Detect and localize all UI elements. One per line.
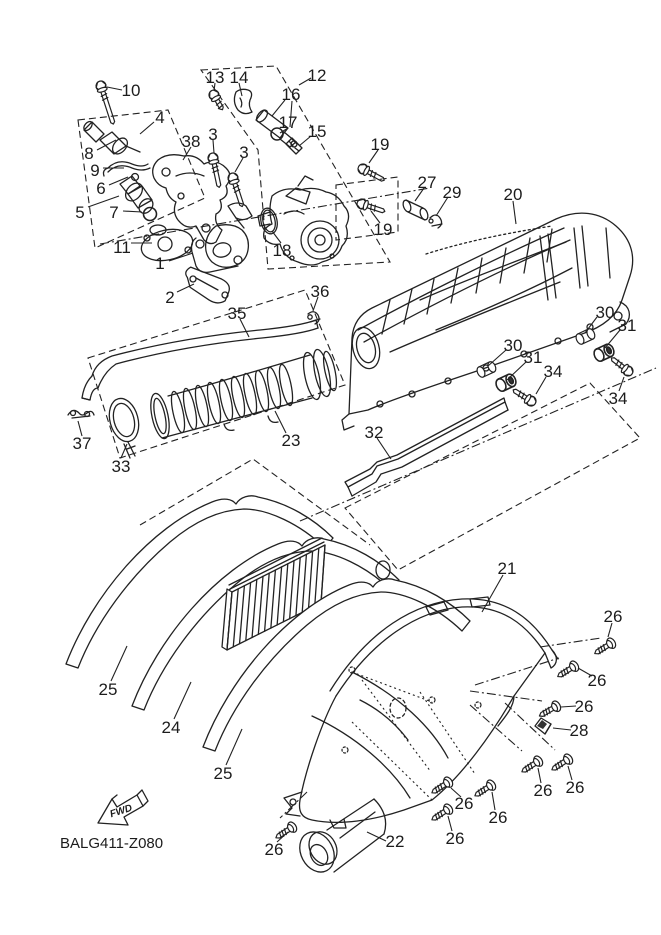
dotted-axis-line <box>352 672 432 702</box>
center-line <box>475 658 559 685</box>
bolt-icon <box>511 386 538 408</box>
callout-38-8: 38 <box>181 132 201 151</box>
dotted-axis-line <box>420 692 475 774</box>
bolt-icon <box>356 198 387 216</box>
callout-25-40: 25 <box>213 764 233 783</box>
leader-line <box>123 211 142 212</box>
leader-line <box>482 575 503 612</box>
breather-hose-35 <box>82 320 318 400</box>
leader-line <box>140 122 154 134</box>
callout-20-24: 20 <box>503 185 523 204</box>
leader-line <box>174 682 191 719</box>
screw-26-icon <box>519 754 545 776</box>
injector-joint-11 <box>138 225 195 265</box>
callout-31-31: 31 <box>617 316 637 335</box>
center-line <box>470 691 542 701</box>
fwd-label: FWD <box>108 802 134 821</box>
callout-33-28: 33 <box>111 457 131 476</box>
callout-30-30: 30 <box>595 303 615 322</box>
hose-clip-37 <box>68 410 94 418</box>
callout-37-27: 37 <box>72 434 92 453</box>
callout-25-38: 25 <box>98 680 118 699</box>
callout-13-11: 13 <box>205 68 225 87</box>
leader-line <box>121 444 127 458</box>
bolt-icon <box>608 354 635 378</box>
leader-line <box>169 253 193 261</box>
callout-32-36: 32 <box>364 423 384 442</box>
screw-hole-icon <box>342 747 348 753</box>
screw-hole-icon <box>429 697 435 703</box>
screw-26-icon <box>549 752 575 774</box>
callout-3-10: 3 <box>239 143 249 162</box>
callout-10-0: 10 <box>121 81 141 100</box>
screw-26-icon <box>429 775 455 797</box>
callout-30-32: 30 <box>503 336 523 355</box>
center-line <box>280 792 307 818</box>
callout-34-34: 34 <box>543 362 563 381</box>
callout-24-39: 24 <box>161 718 181 737</box>
cap-28 <box>535 718 551 734</box>
callout-2-19: 2 <box>165 288 175 307</box>
air-duct-23 <box>147 348 339 440</box>
callout-1-18: 1 <box>155 254 165 273</box>
leader-line <box>111 646 127 681</box>
callout-26-45: 26 <box>533 781 553 800</box>
dashed-group-box <box>345 383 640 570</box>
screw-hole-icon <box>475 702 481 708</box>
callout-26-49: 26 <box>445 829 465 848</box>
bolt-icon <box>95 80 118 126</box>
carburetor-joint-1 <box>192 203 253 272</box>
callout-26-43: 26 <box>574 697 594 716</box>
callout-21-37: 21 <box>497 559 517 578</box>
bolt-icon <box>207 152 224 188</box>
air-cleaner-cover-21 <box>284 597 558 828</box>
callout-3-9: 3 <box>208 125 218 144</box>
callout-9-3: 9 <box>90 161 100 180</box>
air-cleaner-case-20 <box>342 213 633 430</box>
fuel-injector-5 <box>120 176 156 216</box>
pipe-27 <box>402 199 430 221</box>
leader-line <box>513 201 516 224</box>
dashed-group-box <box>88 290 345 458</box>
callout-16-14: 16 <box>281 85 301 104</box>
callout-26-50: 26 <box>264 840 284 859</box>
callout-36-25: 36 <box>310 282 330 301</box>
callout-14-12: 14 <box>229 68 249 87</box>
callout-27-22: 27 <box>417 173 437 192</box>
hose-clip-36 <box>308 312 320 324</box>
intake-duct-22 <box>293 799 386 878</box>
callout-23-29: 23 <box>281 431 301 450</box>
callout-18-17: 18 <box>272 241 292 260</box>
callout-12-13: 12 <box>307 66 327 85</box>
callout-7-6: 7 <box>109 203 119 222</box>
screw-26-icon <box>592 636 618 658</box>
leader-line <box>107 87 122 90</box>
callout-31-33: 31 <box>523 348 543 367</box>
callout-34-35: 34 <box>608 389 628 408</box>
callout-17-15: 17 <box>278 113 298 132</box>
callout-15-16: 15 <box>307 122 327 141</box>
clamp-33 <box>105 395 143 458</box>
diagram-code: BALG411-Z080 <box>60 835 164 852</box>
callout-19-20: 19 <box>370 135 390 154</box>
callout-28-44: 28 <box>569 721 589 740</box>
lever-14 <box>234 89 252 113</box>
bolt-icon <box>207 88 227 112</box>
leader-line <box>553 728 571 730</box>
callout-26-41: 26 <box>603 607 623 626</box>
callout-19-21: 19 <box>373 220 393 239</box>
leader-line <box>226 729 242 765</box>
callout-11-7: 11 <box>113 238 131 257</box>
callout-5-5: 5 <box>75 203 85 222</box>
oring-7 <box>144 208 157 221</box>
callout-26-47: 26 <box>454 794 474 813</box>
fuel-hose-9 <box>104 162 151 176</box>
screw-26-icon <box>472 778 498 800</box>
callout-22-51: 22 <box>385 832 405 851</box>
callout-8-2: 8 <box>84 144 94 163</box>
callout-26-46: 26 <box>565 778 585 797</box>
callout-26-48: 26 <box>488 808 508 827</box>
callout-26-42: 26 <box>587 671 607 690</box>
callout-35-26: 35 <box>227 304 247 323</box>
screw-26-icon <box>555 659 581 681</box>
callout-4-1: 4 <box>155 108 165 127</box>
clip-29 <box>429 215 442 228</box>
case-seal-32 <box>345 398 508 496</box>
callout-6-4: 6 <box>96 179 106 198</box>
screw-26-icon <box>429 802 455 824</box>
guide-lines <box>78 66 656 818</box>
dotted-axis-line <box>352 722 432 800</box>
callout-29-23: 29 <box>442 183 462 202</box>
